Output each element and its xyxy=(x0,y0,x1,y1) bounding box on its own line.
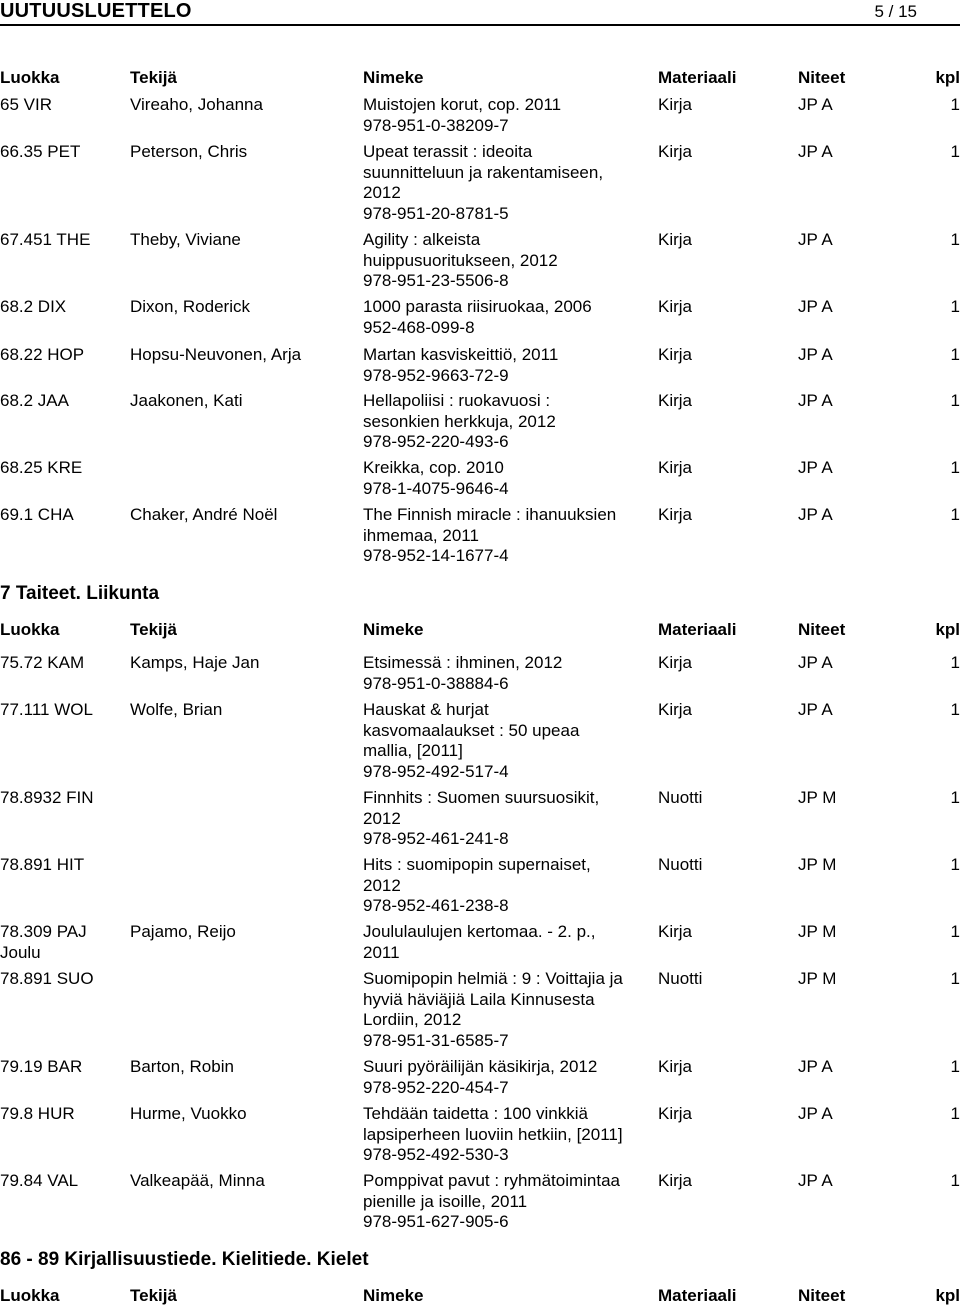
nimeke-line: 2012 xyxy=(363,875,401,895)
header-divider xyxy=(0,24,960,26)
cell-materiaali: Nuotti xyxy=(658,788,703,807)
cell-tekija: Jaakonen, Kati xyxy=(130,391,243,410)
nimeke-line: 978-952-492-530-3 xyxy=(363,1145,509,1164)
cell-kpl: 1 xyxy=(950,505,960,524)
cell-tekija: Peterson, Chris xyxy=(130,142,248,161)
column-header-row xyxy=(0,620,960,642)
cell-nimeke xyxy=(363,391,655,453)
section-title-taiteet: 7 Taiteet. Liikunta xyxy=(0,583,160,604)
cell-luokka xyxy=(0,1104,128,1125)
nimeke-line: Agility : alkeista xyxy=(363,230,481,249)
cell-materiaali: Kirja xyxy=(658,653,693,672)
cell-nimeke xyxy=(363,1104,655,1166)
nimeke-line: Muistojen korut, cop. 2011 xyxy=(363,95,562,114)
nimeke-line: kasvomaalaukset : 50 upeaa xyxy=(363,720,580,740)
cell-niteet: JP A xyxy=(798,1057,833,1076)
nimeke-line: 978-951-20-8781-5 xyxy=(363,203,509,223)
luokka-line: 79.84 VAL xyxy=(0,1171,79,1190)
cell-nimeke xyxy=(363,969,655,1051)
cell-kpl: 1 xyxy=(950,458,960,477)
cell-materiaali: Kirja xyxy=(658,1057,693,1076)
nimeke-line: sesonkien herkkuja, 2012 xyxy=(363,411,556,431)
cell-niteet: JP M xyxy=(798,969,837,988)
column-header-niteet: Niteet xyxy=(798,68,846,87)
cell-niteet: JP A xyxy=(798,297,833,316)
nimeke-line: 978-952-461-241-8 xyxy=(363,829,509,848)
nimeke-line: 978-951-23-5506-8 xyxy=(363,271,509,290)
cell-luokka xyxy=(0,969,128,990)
nimeke-line: 2011 xyxy=(363,942,400,962)
nimeke-line: 952-468-099-8 xyxy=(363,317,475,337)
cell-niteet: JP A xyxy=(798,700,833,719)
luokka-line: 69.1 CHA xyxy=(0,505,74,524)
nimeke-line: 978-952-220-454-7 xyxy=(363,1077,509,1097)
nimeke-line: 978-951-31-6585-7 xyxy=(363,1030,509,1050)
nimeke-line: Finnhits : Suomen suursuosikit, xyxy=(363,788,600,807)
cell-materiaali: Kirja xyxy=(658,505,693,524)
nimeke-line: Etsimessä : ihminen, 2012 xyxy=(363,653,563,672)
nimeke-line: pienille ja isoille, 2011 xyxy=(363,1191,528,1211)
nimeke-line: suunnitteluun ja rakentamiseen, xyxy=(363,162,604,182)
cell-tekija: Hopsu-Neuvonen, Arja xyxy=(130,345,302,364)
nimeke-line: 978-952-492-517-4 xyxy=(363,761,509,781)
nimeke-line: ihmemaa, 2011 xyxy=(363,525,479,545)
luokka-line: 68.2 DIX xyxy=(0,297,67,316)
nimeke-line: 978-952-14-1677-4 xyxy=(363,546,509,565)
nimeke-line: Tehdään taidetta : 100 vinkkiä xyxy=(363,1104,588,1123)
cell-kpl: 1 xyxy=(950,230,960,249)
column-header-row xyxy=(0,68,960,90)
column-header-luokka: Luokka xyxy=(0,68,60,87)
luokka-line: 78.891 HIT xyxy=(0,855,85,874)
column-header-luokka: Luokka xyxy=(0,620,60,639)
column-header-kpl: kpl xyxy=(935,68,960,87)
cell-nimeke xyxy=(363,788,655,850)
cell-kpl: 1 xyxy=(950,391,960,410)
luokka-line: 68.2 JAA xyxy=(0,391,69,410)
cell-luokka xyxy=(0,95,128,116)
cell-nimeke xyxy=(363,297,655,338)
cell-materiaali: Kirja xyxy=(658,1171,693,1190)
cell-tekija: Valkeapää, Minna xyxy=(130,1171,265,1190)
luokka-line: 65 VIR xyxy=(0,95,52,114)
cell-tekija: Hurme, Vuokko xyxy=(130,1104,247,1123)
cell-kpl: 1 xyxy=(950,653,960,672)
cell-nimeke xyxy=(363,505,655,567)
column-header-tekija: Tekijä xyxy=(130,620,177,639)
cell-luokka xyxy=(0,653,128,674)
cell-kpl: 1 xyxy=(950,922,960,941)
nimeke-line: 978-951-0-38884-6 xyxy=(363,673,509,693)
cell-nimeke xyxy=(363,1057,655,1098)
cell-tekija: Vireaho, Johanna xyxy=(130,95,263,114)
cell-materiaali: Kirja xyxy=(658,142,693,161)
column-header-materiaali: Materiaali xyxy=(658,68,737,87)
cell-kpl: 1 xyxy=(950,345,960,364)
column-header-materiaali: Materiaali xyxy=(658,620,737,639)
nimeke-line: 978-951-0-38209-7 xyxy=(363,115,509,135)
cell-niteet: JP A xyxy=(798,653,833,672)
cell-niteet: JP A xyxy=(798,505,833,524)
nimeke-line: Pomppivat pavut : ryhmätoimintaa xyxy=(363,1171,621,1190)
column-header-nimeke: Nimeke xyxy=(363,620,424,639)
nimeke-line: Suuri pyöräilijän käsikirja, 2012 xyxy=(363,1057,598,1076)
nimeke-line: 978-952-9663-72-9 xyxy=(363,365,509,385)
column-header-tekija: Tekijä xyxy=(130,1286,177,1305)
luokka-line: 78.309 PAJ xyxy=(0,922,87,941)
cell-materiaali: Nuotti xyxy=(658,855,703,874)
cell-kpl: 1 xyxy=(950,788,960,807)
nimeke-line: Hauskat & hurjat xyxy=(363,700,489,719)
cell-materiaali: Kirja xyxy=(658,391,693,410)
nimeke-line: Hellapoliisi : ruokavuosi : xyxy=(363,391,551,410)
cell-niteet: JP A xyxy=(798,458,833,477)
cell-niteet: JP A xyxy=(798,230,833,249)
column-header-nimeke: Nimeke xyxy=(363,68,424,87)
nimeke-line: 978-952-461-238-8 xyxy=(363,896,509,915)
cell-nimeke xyxy=(363,458,655,499)
nimeke-line: 2012 xyxy=(363,183,401,202)
cell-niteet: JP A xyxy=(798,391,833,410)
luokka-line: 78.891 SUO xyxy=(0,969,94,988)
cell-luokka xyxy=(0,505,128,526)
cell-kpl: 1 xyxy=(950,95,960,114)
page-number: 5 / 15 xyxy=(874,2,917,21)
cell-nimeke xyxy=(363,922,655,963)
cell-tekija: Chaker, André Noël xyxy=(130,505,278,524)
cell-kpl: 1 xyxy=(950,1171,960,1190)
nimeke-line: 978-952-220-493-6 xyxy=(363,432,509,451)
cell-tekija: Barton, Robin xyxy=(130,1057,234,1076)
cell-tekija: Kamps, Haje Jan xyxy=(130,653,260,672)
cell-niteet: JP M xyxy=(798,922,837,941)
cell-nimeke xyxy=(363,855,655,917)
cell-luokka xyxy=(0,1171,128,1192)
column-header-niteet: Niteet xyxy=(798,620,846,639)
luokka-line: Joulu xyxy=(0,942,41,962)
cell-materiaali: Kirja xyxy=(658,95,693,114)
cell-nimeke xyxy=(363,1171,655,1233)
cell-niteet: JP A xyxy=(798,345,833,364)
section-title-kirjallisuustiede: 86 - 89 Kirjallisuustiede. Kielitiede. Kielet xyxy=(0,1249,369,1270)
nimeke-line: Kreikka, cop. 2010 xyxy=(363,458,504,477)
cell-materiaali: Nuotti xyxy=(658,969,703,988)
cell-materiaali: Kirja xyxy=(658,345,693,364)
cell-luokka xyxy=(0,345,128,366)
cell-kpl: 1 xyxy=(950,1104,960,1123)
nimeke-line: Hits : suomipopin supernaiset, xyxy=(363,855,591,874)
luokka-line: 79.8 HUR xyxy=(0,1104,75,1123)
column-header-kpl: kpl xyxy=(935,1286,960,1305)
cell-niteet: JP A xyxy=(798,95,833,114)
column-header-kpl: kpl xyxy=(935,620,960,639)
nimeke-line: mallia, [2011] xyxy=(363,741,463,760)
cell-nimeke xyxy=(363,653,655,694)
nimeke-line: hyviä häviäjiä Laila Kinnusesta xyxy=(363,989,595,1009)
cell-niteet: JP M xyxy=(798,855,837,874)
cell-nimeke xyxy=(363,700,655,782)
cell-tekija: Pajamo, Reijo xyxy=(130,922,236,941)
nimeke-line: 978-1-4075-9646-4 xyxy=(363,478,509,498)
cell-materiaali: Kirja xyxy=(658,700,693,719)
nimeke-line: Lordiin, 2012 xyxy=(363,1010,462,1029)
luokka-line: 67.451 THE xyxy=(0,230,91,249)
cell-kpl: 1 xyxy=(950,700,960,719)
cell-materiaali: Kirja xyxy=(658,230,693,249)
cell-materiaali: Kirja xyxy=(658,458,693,477)
cell-niteet: JP A xyxy=(798,1171,833,1190)
nimeke-line: lapsiperheen luoviin hetkiin, [2011] xyxy=(363,1124,623,1144)
column-header-luokka: Luokka xyxy=(0,1286,60,1305)
cell-nimeke xyxy=(363,142,655,224)
page-title: UUTUUSLUETTELO xyxy=(0,0,192,22)
nimeke-line: 978-951-627-905-6 xyxy=(363,1212,509,1231)
cell-kpl: 1 xyxy=(950,1057,960,1076)
cell-nimeke xyxy=(363,95,655,136)
cell-luokka xyxy=(0,855,128,876)
nimeke-line: huippusuoritukseen, 2012 xyxy=(363,250,558,270)
column-header-materiaali: Materiaali xyxy=(658,1286,737,1305)
cell-materiaali: Kirja xyxy=(658,297,693,316)
cell-nimeke xyxy=(363,345,655,386)
page-header xyxy=(0,0,960,24)
nimeke-line: Upeat terassit : ideoita xyxy=(363,142,533,161)
cell-nimeke xyxy=(363,230,655,292)
luokka-line: 78.8932 FIN xyxy=(0,788,94,807)
luokka-line: 66.35 PET xyxy=(0,142,81,161)
cell-materiaali: Kirja xyxy=(658,1104,693,1123)
cell-luokka xyxy=(0,700,128,721)
nimeke-line: Joululaulujen kertomaa. - 2. p., xyxy=(363,922,596,941)
cell-luokka xyxy=(0,391,128,412)
nimeke-line: 2012 xyxy=(363,808,401,828)
cell-luokka xyxy=(0,922,128,963)
cell-kpl: 1 xyxy=(950,297,960,316)
column-header-tekija: Tekijä xyxy=(130,68,177,87)
luokka-line: 68.22 HOP xyxy=(0,345,85,364)
cell-luokka xyxy=(0,297,128,318)
nimeke-line: The Finnish miracle : ihanuuksien xyxy=(363,505,617,524)
cell-kpl: 1 xyxy=(950,969,960,988)
luokka-line: 68.25 KRE xyxy=(0,458,83,477)
cell-luokka xyxy=(0,788,128,809)
cell-niteet: JP A xyxy=(798,1104,833,1123)
column-header-nimeke: Nimeke xyxy=(363,1286,424,1305)
cell-luokka xyxy=(0,458,128,479)
nimeke-line: Suomipopin helmiä : 9 : Voittajia ja xyxy=(363,969,623,988)
luokka-line: 75.72 KAM xyxy=(0,653,85,672)
cell-niteet: JP M xyxy=(798,788,837,807)
cell-kpl: 1 xyxy=(950,855,960,874)
cell-luokka xyxy=(0,230,128,251)
cell-niteet: JP A xyxy=(798,142,833,161)
cell-luokka xyxy=(0,142,128,163)
nimeke-line: 1000 parasta riisiruokaa, 2006 xyxy=(363,297,592,316)
cell-tekija: Theby, Viviane xyxy=(130,230,241,249)
nimeke-line: Martan kasviskeittiö, 2011 xyxy=(363,345,559,364)
luokka-line: 77.111 WOL xyxy=(0,700,93,719)
cell-materiaali: Kirja xyxy=(658,922,693,941)
column-header-niteet: Niteet xyxy=(798,1286,846,1305)
column-header-row xyxy=(0,1286,960,1308)
cell-kpl: 1 xyxy=(950,142,960,161)
luokka-line: 79.19 BAR xyxy=(0,1057,83,1076)
cell-tekija: Wolfe, Brian xyxy=(130,700,223,719)
cell-luokka xyxy=(0,1057,128,1078)
cell-tekija: Dixon, Roderick xyxy=(130,297,250,316)
